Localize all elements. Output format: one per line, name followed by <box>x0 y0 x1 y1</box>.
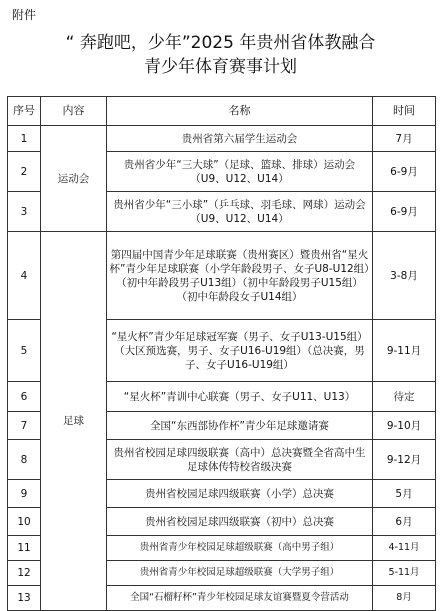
event-time: 6月 <box>373 508 436 536</box>
event-time: 8月 <box>373 586 436 611</box>
row-number: 12 <box>8 561 41 586</box>
event-name: 贵州省青少年校园足球超级联赛（大学男子组） <box>107 561 373 586</box>
attachment-label: 附件 <box>12 8 37 22</box>
row-number: 4 <box>8 232 41 320</box>
page-title-line2: 青少年体育赛事计划 <box>144 57 297 77</box>
event-name: 全国“石榴籽杯”青少年校园足球友谊赛暨夏令营活动 <box>107 586 373 611</box>
row-number: 5 <box>8 320 41 382</box>
event-name: “星火杯”青少年足球冠军赛（男子、女子U13-U15组）（大区预选赛，男子、女子U16-U19组）（总决赛，男子、女子U16-U19组） <box>107 320 373 382</box>
row-number: 2 <box>8 152 41 192</box>
event-time: 6-9月 <box>373 152 436 192</box>
event-time: 3-8月 <box>373 232 436 320</box>
event-time: 5-11月 <box>373 561 436 586</box>
row-number: 7 <box>8 412 41 440</box>
row-number: 9 <box>8 480 41 508</box>
event-time: 5月 <box>373 480 436 508</box>
event-time: 6-9月 <box>373 192 436 232</box>
event-time: 9-11月 <box>373 320 436 382</box>
row-number: 1 <box>8 126 41 152</box>
event-name: 全国“东西部协作杯”青少年足球邀请赛 <box>107 412 373 440</box>
row-number: 13 <box>8 586 41 611</box>
column-header-content: 内容 <box>41 97 107 126</box>
event-name: 贵州省校园足球四级联赛（小学）总决赛 <box>107 480 373 508</box>
event-name: “星火杯”青训中心联赛（男子、女子U11、U13） <box>107 382 373 412</box>
table-row <box>8 232 436 320</box>
table-row <box>8 126 436 152</box>
event-name: 贵州省少年“三小球”（乒乓球、羽毛球、网球）运动会（U9、U12、U14） <box>107 192 373 232</box>
event-time: 待定 <box>373 382 436 412</box>
row-number: 10 <box>8 508 41 536</box>
event-name: 贵州省青少年校园足球超级联赛（高中男子组） <box>107 536 373 561</box>
column-header-no: 序号 <box>8 97 41 126</box>
event-time: 7月 <box>373 126 436 152</box>
event-time: 9-10月 <box>373 412 436 440</box>
content-category: 运动会 <box>41 126 107 232</box>
row-number: 11 <box>8 536 41 561</box>
table-header-row <box>8 97 436 126</box>
row-number: 6 <box>8 382 41 412</box>
event-name: 贵州省第六届学生运动会 <box>107 126 373 152</box>
event-schedule-table <box>7 96 436 611</box>
event-time: 9-12月 <box>373 440 436 480</box>
event-name: 第四届中国青少年足球联赛（贵州赛区）暨贵州省“星火杯”青少年足球联赛（小学年龄段男子、女子U8-U12组）（初中年龄段男子U13组）（初中年龄段男子U15组）（初中年龄段女子U14组） <box>107 232 373 320</box>
column-header-name: 名称 <box>107 97 373 126</box>
event-time: 4-11月 <box>373 536 436 561</box>
event-name: 贵州省少年“三大球”（足球、篮球、排球）运动会（U9、U12、U14） <box>107 152 373 192</box>
column-header-time: 时间 <box>373 97 436 126</box>
event-name: 贵州省校园足球四级联赛（高中）总决赛暨全省高中生足球体传特校省级决赛 <box>107 440 373 480</box>
content-category: 足球 <box>41 232 107 611</box>
page-title-line1: “ 奔跑吧，少年”2025 年贵州省体教融合 <box>65 33 376 53</box>
row-number: 8 <box>8 440 41 480</box>
row-number: 3 <box>8 192 41 232</box>
event-name: 贵州省校园足球四级联赛（初中）总决赛 <box>107 508 373 536</box>
